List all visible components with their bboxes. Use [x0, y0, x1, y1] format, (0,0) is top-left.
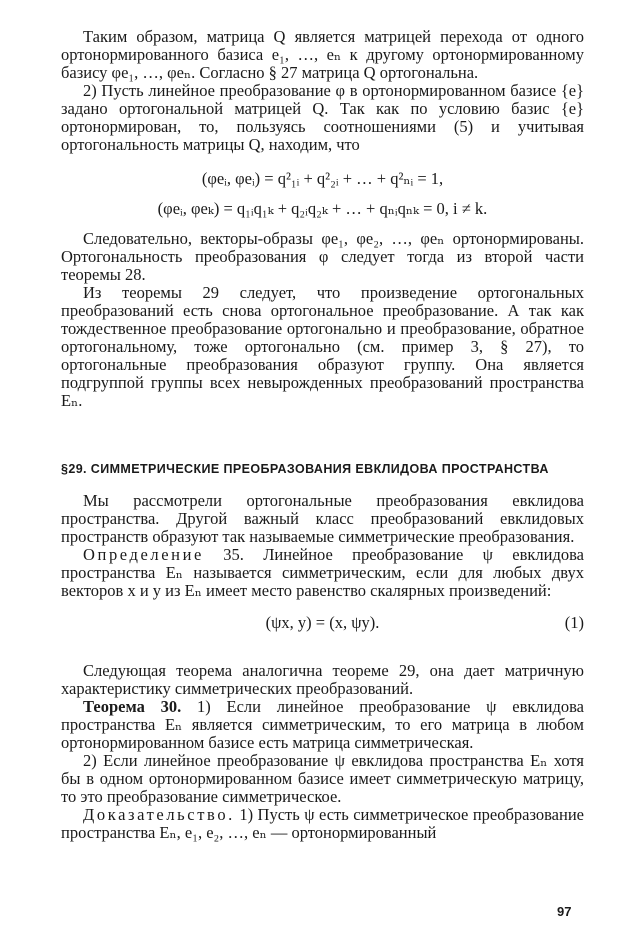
- equation-number: (1): [564, 613, 584, 632]
- paragraph-orthogonal-group: Из теоремы 29 следует, что произведение ортогональных преобразований есть снова ортогональное преобразование. А так как тождественное преобразование ортогонально и преобразование, обратное ортогональному, тоже ортогонально (см. пример 3, § 27), то ортогональные преобразования образуют группу. Она является подгруппой группы всех невырожденных преобразований пространства Eₙ.: [61, 283, 584, 410]
- proof-text: 1) Пусть ψ есть симметрическое преобразование пространства Eₙ, e₁, e₂, …, eₙ — ортонормированный: [61, 805, 584, 842]
- theorem-text: 1) Если линейное преобразование ψ евклидова пространства Eₙ является симметрическим, то его матрица в любом ортонормированном базисе есть матрица симметрическая.: [61, 697, 584, 752]
- section-heading: §29. СИММЕТРИЧЕСКИЕ ПРЕОБРАЗОВАНИЯ ЕВКЛИДОВА ПРОСТРАНСТВА: [61, 462, 549, 476]
- paragraph-orthogonal-matrix-conclusion: Таким образом, матрица Q является матрицей перехода от одного ортонормированного базиса e₁, …, eₙ к другому ортонормированному базису φe₁, …, φeₙ. Согласно § 27 матрица Q ортогональна.: [61, 27, 584, 82]
- definition-text: 35. Линейное преобразование ψ евклидова пространства Eₙ называется симметрическим, если для любых двух векторов x и y из Eₙ имеет место равенство скалярных произведений:: [61, 545, 584, 600]
- equation-norm: (φeᵢ, φeᵢ) = q²₁ᵢ + q²₂ᵢ + … + q²ₙᵢ = 1,: [201, 169, 444, 188]
- equation-1-line: [61, 614, 584, 632]
- paragraph-symmetric-intro: Мы рассмотрели ортогональные преобразования евклидова пространства. Другой важный класс преобразований евклидовых пространств образуют так называемые симметрические преобразования.: [61, 491, 584, 546]
- paragraph-next-theorem: Следующая теорема аналогична теореме 29, она дает матричную характеристику симметрических преобразований.: [61, 661, 584, 698]
- proof-label: Доказательство.: [83, 805, 235, 824]
- page-body: [61, 28, 584, 842]
- paragraph-proof: [61, 806, 584, 842]
- paragraph-theorem-30-part-2: 2) Если линейное преобразование ψ евклидова пространства Eₙ хотя бы в одном ортонормированном базисе имеет симметрическую матрицу, то это преобразование симметрическое.: [61, 751, 584, 806]
- paragraph-theorem-30: [61, 698, 584, 752]
- paragraph-definition-35: [61, 546, 584, 600]
- theorem-label: Теорема 30.: [83, 697, 182, 716]
- definition-label: Определение: [83, 545, 204, 564]
- paragraph-orthonormal-images: Следовательно, векторы-образы φe₁, φe₂, …, φeₙ ортонормированы. Ортогональность преобразования φ следует тогда из второй части теоремы 28.: [61, 229, 584, 284]
- page-number: 97: [557, 904, 572, 919]
- paragraph-part-two-proof: 2) Пусть линейное преобразование φ в ортонормированном базисе {e} задано ортогональной матрицей Q. Так как по условию базис {e} ортонормирован, то, пользуясь соотношениями (5) и учитывая ортогональность матрицы Q, находим, что: [61, 81, 584, 154]
- equation-orthogonality: (φeᵢ, φeₖ) = q₁ᵢq₁ₖ + q₂ᵢq₂ₖ + … + qₙᵢqₙₖ = 0, i ≠ k.: [157, 199, 488, 218]
- equation-symmetric: (ψx, y) = (x, ψy).: [265, 613, 380, 632]
